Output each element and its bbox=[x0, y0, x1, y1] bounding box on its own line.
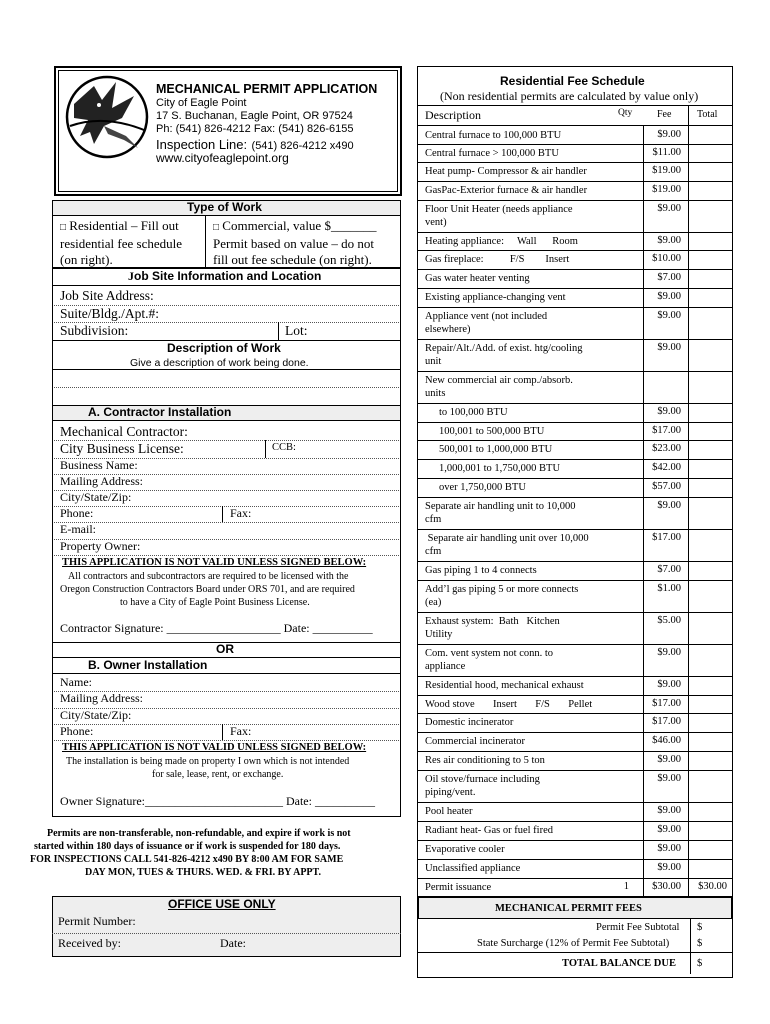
owner-notice-1: The installation is being made on property I own which is not intended bbox=[66, 756, 350, 767]
city-license-field[interactable]: City Business License: bbox=[60, 441, 184, 456]
fees-heading: MECHANICAL PERMIT FEES bbox=[495, 903, 642, 914]
job-site-heading: Job Site Information and Location bbox=[128, 269, 322, 283]
fee-row-description-line2: piping/vent. bbox=[425, 787, 476, 798]
col-description: Description bbox=[425, 108, 481, 122]
office-heading: OFFICE USE ONLY bbox=[168, 897, 276, 911]
fee-row-fee: $9.00 bbox=[657, 805, 681, 816]
description-subheading: Give a description of work being done. bbox=[130, 357, 309, 369]
fee-row-divider bbox=[418, 713, 732, 714]
col-qty: Qty bbox=[618, 108, 633, 118]
fee-row-description: Central furnace > 100,000 BTU bbox=[425, 148, 559, 159]
fee-row-description: Oil stove/furnace including bbox=[425, 774, 540, 785]
fee-row-description: Gas piping 1 to 4 connects bbox=[425, 565, 537, 576]
fee-row-fee: $1.00 bbox=[657, 583, 681, 594]
fee-row-description: Floor Unit Heater (needs appliance bbox=[425, 204, 573, 215]
total-label: TOTAL BALANCE DUE bbox=[562, 958, 676, 969]
fee-row-divider bbox=[418, 732, 732, 733]
fee-row-description-line2: (ea) bbox=[425, 597, 442, 608]
fee-row-divider bbox=[418, 580, 732, 581]
mech-contractor-field[interactable]: Mechanical Contractor: bbox=[60, 424, 188, 439]
fee-row-description: GasPac-Exterior furnace & air handler bbox=[425, 185, 588, 196]
header-address: 17 S. Buchanan, Eagle Point, OR 97524 bbox=[156, 110, 353, 122]
fee-row-fee: $9.00 bbox=[657, 843, 681, 854]
commercial-label: Commercial, value $_______ bbox=[222, 218, 377, 233]
fee-row-description-line2: units bbox=[425, 388, 446, 399]
description-heading: Description of Work bbox=[167, 341, 281, 355]
fee-row-divider bbox=[418, 181, 732, 182]
fee-row-description: Heating appliance: Wall Room bbox=[425, 236, 578, 247]
total-value[interactable]: $ bbox=[697, 958, 703, 969]
header-city: City of Eagle Point bbox=[156, 97, 247, 109]
fee-row-fee: $9.00 bbox=[657, 129, 681, 140]
fee-row-divider bbox=[418, 162, 732, 163]
fee-row-fee: $9.00 bbox=[657, 406, 681, 417]
fee-row-divider bbox=[418, 459, 732, 460]
fee-row-fee: $9.00 bbox=[657, 824, 681, 835]
fee-row-divider bbox=[418, 144, 732, 145]
fee-row-fee: $10.00 bbox=[652, 253, 681, 264]
fee-row-description: Com. vent system not conn. to bbox=[425, 648, 554, 659]
fee-row-total[interactable]: $30.00 bbox=[698, 881, 727, 892]
type-of-work-heading: Type of Work bbox=[187, 200, 262, 214]
fee-row-divider bbox=[418, 802, 732, 803]
owner-heading: B. Owner Installation bbox=[88, 658, 208, 672]
fee-row-description: Radiant heat- Gas or fuel fired bbox=[425, 825, 553, 836]
fee-row-description-line2: elsewhere) bbox=[425, 324, 471, 335]
header-title: MECHANICAL PERMIT APPLICATION bbox=[156, 82, 378, 96]
job-site-address-field[interactable]: Job Site Address: bbox=[60, 288, 154, 303]
fee-row-description: Commercial incinerator bbox=[425, 736, 526, 747]
residential-label-2: residential fee schedule bbox=[60, 236, 182, 251]
surcharge-value[interactable]: $ bbox=[697, 938, 703, 949]
owner-signature-field[interactable]: Owner Signature:_______________________ Date: __________ bbox=[60, 794, 375, 808]
fee-row-divider bbox=[418, 612, 732, 613]
fee-row-divider bbox=[418, 529, 732, 530]
fee-row-fee: $9.00 bbox=[657, 679, 681, 690]
contractor-notice-2: Oregon Construction Contractors Board under ORS 701, and are required bbox=[60, 584, 355, 595]
inspection-number: (541) 826-4212 x490 bbox=[251, 140, 354, 152]
fee-schedule-title: Residential Fee Schedule bbox=[500, 74, 645, 88]
contractor-fax-field[interactable]: Fax: bbox=[230, 506, 252, 520]
fee-row-fee: $9.00 bbox=[657, 235, 681, 246]
fee-row-divider bbox=[418, 840, 732, 841]
fee-row-description: New commercial air comp./absorb. bbox=[425, 375, 573, 386]
fee-row-fee: $9.00 bbox=[657, 862, 681, 873]
fee-row-description-line2: appliance bbox=[425, 661, 466, 672]
permit-notice-4: DAY MON, TUES & THURS. WED. & FRI. BY APPT. bbox=[85, 867, 321, 878]
fee-row-description: Appliance vent (not included bbox=[425, 311, 548, 322]
col-total: Total bbox=[697, 109, 718, 120]
fee-row-divider bbox=[418, 403, 732, 404]
fee-row-description: Pool heater bbox=[425, 806, 473, 817]
header-website: www.cityofeaglepoint.org bbox=[156, 151, 289, 165]
fee-row-fee: $9.00 bbox=[657, 647, 681, 658]
fee-row-divider bbox=[418, 821, 732, 822]
header-phone-fax: Ph: (541) 826-4212 Fax: (541) 826-6155 bbox=[156, 123, 354, 135]
fee-row-divider bbox=[418, 307, 732, 308]
fee-row-fee: $9.00 bbox=[657, 203, 681, 214]
permit-notice-3: FOR INSPECTIONS CALL 541-826-4212 x490 BY 8:00 AM FOR SAME bbox=[30, 854, 344, 865]
contractor-city-field[interactable]: City/State/Zip: bbox=[60, 490, 132, 504]
fee-row-divider bbox=[418, 695, 732, 696]
owner-phone-field[interactable]: Phone: bbox=[60, 724, 94, 738]
fee-row-divider bbox=[418, 422, 732, 423]
fee-row-description: Gas fireplace: F/S Insert bbox=[425, 254, 570, 265]
fee-row-fee: $17.00 bbox=[652, 698, 681, 709]
fee-row-description: Res air conditioning to 5 ton bbox=[425, 755, 545, 766]
office-date-field[interactable]: Date: bbox=[220, 936, 246, 950]
fee-row-description: 1,000,001 to 1,750,000 BTU bbox=[439, 463, 561, 474]
fee-row-description: Central furnace to 100,000 BTU bbox=[425, 130, 562, 141]
eagle-logo-icon bbox=[64, 74, 150, 160]
residential-checkbox[interactable]: □ bbox=[60, 222, 67, 233]
fee-row-fee: $19.00 bbox=[652, 165, 681, 176]
fee-row-fee: $23.00 bbox=[652, 443, 681, 454]
fee-row-divider bbox=[418, 878, 732, 879]
fee-row-fee: $17.00 bbox=[652, 425, 681, 436]
fee-row-fee: $17.00 bbox=[652, 532, 681, 543]
fee-row-divider bbox=[418, 269, 732, 270]
fee-row-description: Domestic incinerator bbox=[425, 717, 514, 728]
fee-row-fee: $42.00 bbox=[652, 462, 681, 473]
fee-row-description: 100,001 to 500,000 BTU bbox=[439, 426, 545, 437]
ccb-field[interactable]: CCB: bbox=[272, 442, 296, 453]
business-name-field[interactable]: Business Name: bbox=[60, 458, 138, 472]
fee-row-description: Permit issuance bbox=[425, 882, 492, 893]
permit-notice-2: started within 180 days of issuance or if work is suspended for 180 days. bbox=[34, 841, 341, 852]
fee-row-divider bbox=[418, 676, 732, 677]
or-label: OR bbox=[216, 642, 234, 656]
fee-row-divider bbox=[418, 561, 732, 562]
fee-row-description-line2: cfm bbox=[425, 546, 442, 557]
permit-notice-1: Permits are non-transferable, non-refundable, and expire if work is not bbox=[47, 828, 351, 839]
fee-row-description: Evaporative cooler bbox=[425, 844, 505, 855]
commercial-label-2: Permit based on value – do not bbox=[213, 236, 375, 251]
fee-row-description: Repair/Alt./Add. of exist. htg/cooling bbox=[425, 343, 583, 354]
fee-row-divider bbox=[418, 478, 732, 479]
received-by-field[interactable]: Received by: bbox=[58, 936, 121, 950]
fee-row-description-line2: unit bbox=[425, 356, 442, 367]
commercial-label-3: fill out fee schedule (on right). bbox=[213, 252, 372, 267]
fee-row-description: to 100,000 BTU bbox=[439, 407, 508, 418]
inspection-label: Inspection Line: bbox=[156, 137, 248, 152]
owner-notice-2: for sale, lease, rent, or exchange. bbox=[152, 769, 284, 780]
contractor-notice-1: All contractors and subcontractors are required to be licensed with the bbox=[68, 571, 349, 582]
fee-row-fee: $57.00 bbox=[652, 481, 681, 492]
fee-row-description: Separate air handling unit to 10,000 bbox=[425, 501, 576, 512]
fee-row-divider bbox=[418, 200, 732, 201]
fee-row-qty[interactable]: 1 bbox=[623, 881, 629, 892]
fee-row-description-line2: cfm bbox=[425, 514, 442, 525]
owner-fax-field[interactable]: Fax: bbox=[230, 724, 252, 738]
fee-row-divider bbox=[418, 751, 732, 752]
fee-row-fee: $7.00 bbox=[657, 272, 681, 283]
fee-row-divider bbox=[418, 859, 732, 860]
fee-row-description: Existing appliance-changing vent bbox=[425, 292, 566, 303]
fee-row-fee: $19.00 bbox=[652, 184, 681, 195]
fee-row-fee: $46.00 bbox=[652, 735, 681, 746]
fee-row-fee: $5.00 bbox=[657, 615, 681, 626]
fee-row-fee: $9.00 bbox=[657, 342, 681, 353]
fee-row-fee: $9.00 bbox=[657, 291, 681, 302]
owner-city-field[interactable]: City/State/Zip: bbox=[60, 708, 132, 722]
fee-row-description: Heat pump- Compressor & air handler bbox=[425, 166, 587, 177]
fee-row-divider bbox=[418, 770, 732, 771]
subtotal-label: Permit Fee Subtotal bbox=[596, 922, 680, 933]
fee-row-description-line2: vent) bbox=[425, 217, 447, 228]
fee-row-divider bbox=[418, 644, 732, 645]
fee-row-fee: $9.00 bbox=[657, 500, 681, 511]
contractor-notice-3: to have a City of Eagle Point Business License. bbox=[120, 597, 310, 608]
fee-row-description: 500,001 to 1,000,000 BTU bbox=[439, 444, 553, 455]
contractor-phone-field[interactable]: Phone: bbox=[60, 506, 94, 520]
owner-name-field[interactable]: Name: bbox=[60, 675, 92, 689]
fee-row-divider bbox=[418, 440, 732, 441]
fee-row-divider bbox=[418, 339, 732, 340]
fee-row-fee: $17.00 bbox=[652, 716, 681, 727]
fee-row-description-line2: Utility bbox=[425, 629, 453, 640]
owner-warning: THIS APPLICATION IS NOT VALID UNLESS SIGNED BELOW: bbox=[62, 742, 367, 753]
commercial-checkbox[interactable]: □ bbox=[213, 222, 220, 233]
property-owner-field[interactable]: Property Owner: bbox=[60, 539, 141, 553]
fee-row-fee: $30.00 bbox=[652, 881, 681, 892]
col-fee: Fee bbox=[657, 109, 672, 120]
fee-row-fee: $9.00 bbox=[657, 754, 681, 765]
subtotal-value[interactable]: $ bbox=[697, 922, 703, 933]
fee-row-description: Residential hood, mechanical exhaust bbox=[425, 680, 584, 691]
permit-number-field[interactable]: Permit Number: bbox=[58, 914, 136, 928]
lot-field[interactable]: Lot: bbox=[285, 323, 308, 338]
fee-row-fee: $9.00 bbox=[657, 773, 681, 784]
left-form-frame bbox=[52, 200, 401, 817]
fee-row-divider bbox=[418, 232, 732, 233]
fee-row-description: Gas water heater venting bbox=[425, 273, 530, 284]
fee-row-description: Add’l gas piping 5 or more connects bbox=[425, 584, 579, 595]
fee-row-description: Wood stove Insert F/S Pellet bbox=[425, 699, 593, 710]
fee-row-description: Exhaust system: Bath Kitchen bbox=[425, 616, 560, 627]
fee-row-fee: $11.00 bbox=[652, 147, 681, 158]
fee-row-description: Separate air handling unit over 10,000 bbox=[425, 533, 589, 544]
fee-schedule-subtitle: (Non residential permits are calculated by value only) bbox=[440, 89, 699, 103]
residential-label-3: (on right). bbox=[60, 252, 113, 267]
fee-row-divider bbox=[418, 250, 732, 251]
fee-row-description: Unclassified appliance bbox=[425, 863, 521, 874]
contractor-email-field[interactable]: E-mail: bbox=[60, 522, 96, 536]
contractor-signature-field[interactable]: Contractor Signature: ___________________ Date: __________ bbox=[60, 621, 373, 635]
contractor-heading: A. Contractor Installation bbox=[88, 405, 232, 419]
subdivision-field[interactable]: Subdivision: bbox=[60, 323, 129, 338]
fee-row-divider bbox=[418, 371, 732, 372]
owner-mailing-field[interactable]: Mailing Address: bbox=[60, 691, 143, 705]
fee-row-divider bbox=[418, 288, 732, 289]
fee-row-divider bbox=[418, 497, 732, 498]
residential-label: Residential – Fill out bbox=[69, 218, 179, 233]
suite-field[interactable]: Suite/Bldg./Apt.#: bbox=[60, 306, 160, 321]
fee-row-fee: $9.00 bbox=[657, 310, 681, 321]
contractor-mailing-field[interactable]: Mailing Address: bbox=[60, 474, 143, 488]
fee-row-fee: $7.00 bbox=[657, 564, 681, 575]
fee-row-description: over 1,750,000 BTU bbox=[439, 482, 526, 493]
surcharge-label: State Surcharge (12% of Permit Fee Subtotal) bbox=[477, 938, 670, 949]
contractor-warning: THIS APPLICATION IS NOT VALID UNLESS SIGNED BELOW: bbox=[62, 557, 367, 568]
